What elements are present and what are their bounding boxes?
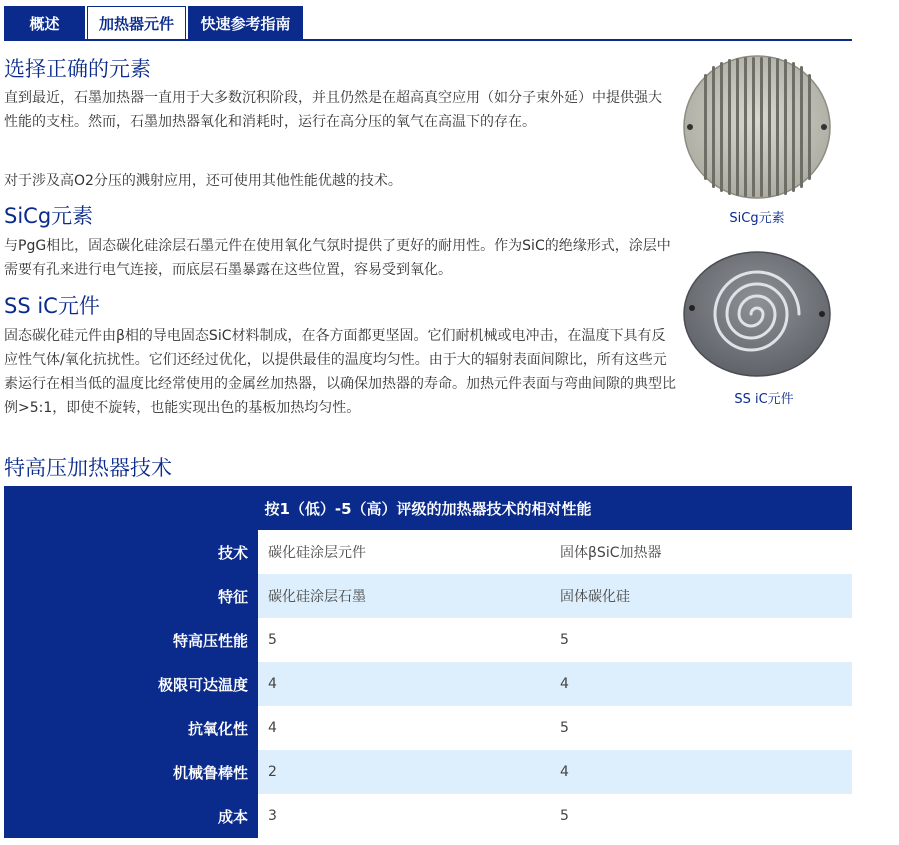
row-label: 特征	[4, 574, 258, 618]
cell-coated: 碳化硅涂层元件	[258, 530, 550, 574]
paragraph-sicg: 与PgG相比，固态碳化硅涂层石墨元件在使用氧化气氛时提供了更好的耐用性。作为SiC的绝缘形式，涂层中需要有孔来进行电气连接，而底层石墨暴露在这些位置，容易受到氧化。	[4, 238, 671, 278]
heading-uhv-tech: 特高压加热器技术	[4, 456, 172, 480]
tab-quick-reference[interactable]: 快速参考指南	[188, 6, 303, 40]
cell-coated: 3	[258, 794, 550, 838]
table-row	[4, 706, 852, 750]
heading-sicg: SiCg元素	[4, 204, 94, 228]
cell-solid: 固体碳化硅	[550, 574, 852, 618]
cell-solid: 5	[550, 794, 852, 838]
ssic-element-image	[682, 250, 832, 378]
table-row	[4, 794, 852, 838]
cell-solid: 5	[550, 706, 852, 750]
paragraph-sputtering: 对于涉及高O2分压的溅射应用，还可使用其他性能优越的技术。	[4, 173, 402, 189]
row-label: 成本	[4, 794, 258, 838]
cell-coated: 5	[258, 618, 550, 662]
table-row	[4, 750, 852, 794]
row-label: 极限可达温度	[4, 662, 258, 706]
table-row	[4, 662, 852, 706]
row-label: 抗氧化性	[4, 706, 258, 750]
row-label: 机械鲁棒性	[4, 750, 258, 794]
tab-heater-elements[interactable]: 加热器元件	[87, 6, 186, 40]
cell-coated: 4	[258, 706, 550, 750]
cell-coated: 4	[258, 662, 550, 706]
tab-overview[interactable]: 概述	[4, 6, 85, 40]
paragraph-graphite-intro: 直到最近，石墨加热器一直用于大多数沉积阶段，并且仍然是在超高真空应用（如分子束外延）中提供强大性能的支柱。然而，石墨加热器氧化和消耗时，运行在高分压的氧气在高温下的存在。	[4, 90, 662, 130]
ssic-caption: SS iC元件	[734, 392, 794, 407]
cell-solid: 5	[550, 618, 852, 662]
cell-solid: 4	[550, 662, 852, 706]
cell-coated: 2	[258, 750, 550, 794]
table-caption: 按1（低）-5（高）评级的加热器技术的相对性能	[4, 486, 852, 530]
table-row	[4, 530, 852, 574]
cell-coated: 碳化硅涂层石墨	[258, 574, 550, 618]
cell-solid: 4	[550, 750, 852, 794]
sicg-caption: SiCg元素	[729, 211, 785, 226]
cell-solid: 固体βSiC加热器	[550, 530, 852, 574]
heading-ssic: SS iC元件	[4, 294, 100, 318]
tab-bar	[4, 6, 305, 40]
tab-underline	[4, 39, 852, 41]
paragraph-ssic: 固态碳化硅元件由β相的导电固态SiC材料制成，在各方面都更坚固。它们耐机械或电冲击，在温度下具有反应性气体/氧化抗扰性。它们还经过优化，以提供最佳的温度均匀性。由于大的辐射表面间隙比，所有这些元素运行在相当低的温度比经常使用的金属丝加热器，以确保加热器的寿命。加热元件表面与弯曲间隙的典型比例>5:1，即使不旋转，也能实现出色的基板加热均匀性。	[4, 328, 676, 416]
sicg-element-image	[682, 54, 832, 204]
performance-table	[4, 486, 852, 838]
heading-choose-element: 选择正确的元素	[4, 57, 151, 81]
table-row	[4, 618, 852, 662]
row-label: 技术	[4, 530, 258, 574]
table-row	[4, 574, 852, 618]
row-label: 特高压性能	[4, 618, 258, 662]
